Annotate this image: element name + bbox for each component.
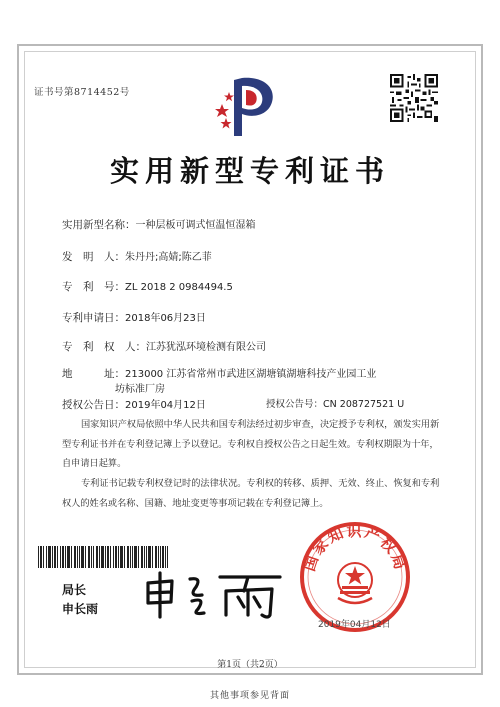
body-paragraph-1: 国家知识产权局依照中华人民共和国专利法经过初步审查，决定授予专利权，颁发实用新型专利证书并在专利登记簿上予以登记。专利权自授权公告之日起生效。专利权期限为十年，自申请日起算。: [62, 419, 440, 469]
filing-date-label: 专利申请日：: [62, 312, 125, 324]
address-value-line1: 213000 江苏省常州市武进区湖塘镇湖塘科技产业园工业: [125, 369, 377, 380]
footer-note: 其他事项参见背面: [209, 691, 290, 701]
filing-date-value: 2018年06月23日: [125, 313, 206, 324]
filing-date-row: [62, 309, 206, 325]
qr-code-icon: [390, 74, 438, 122]
seal-date: 2019年04月12日: [318, 620, 391, 630]
address-label: 地 址：: [62, 368, 125, 380]
director-name: 申长雨: [62, 602, 99, 616]
document-title: 实用新型专利证书: [109, 154, 390, 188]
svg-text:国家知识产权局: [300, 522, 410, 573]
inventor-value: 朱丹丹;高婧;陈乙菲: [125, 252, 212, 263]
grant-date-value: 2019年04月12日: [125, 400, 206, 411]
grant-date-row: [62, 396, 206, 412]
patentee-label: 专 利 权 人：: [62, 341, 146, 353]
utility-model-name-label: 实用新型名称：: [62, 219, 136, 231]
patent-number-label: 专 利 号：: [62, 281, 125, 293]
inventor-row: [62, 248, 212, 264]
director-signature: [140, 569, 290, 621]
patentee-value: 江苏犹泓环境检测有限公司: [146, 342, 266, 353]
address-value-line2: 坊标准厂房: [115, 384, 165, 395]
grant-number-label: 授权公告号：: [266, 399, 324, 410]
director-title: 局长: [62, 583, 87, 597]
inventor-label: 发 明 人：: [62, 251, 125, 263]
utility-model-name-value: 一种层板可调式恒温恒湿箱: [135, 220, 256, 231]
certificate-number: 证书号第8714452号: [34, 87, 130, 98]
patent-number-row: [62, 279, 233, 294]
barcode-icon: [38, 546, 168, 568]
grant-number-row: [266, 396, 404, 410]
utility-model-name-row: [62, 216, 256, 232]
page-indicator: 第1页（共2页）: [217, 660, 283, 670]
body-paragraph-2: 专利证书记载专利权登记时的法律状况。专利权的转移、质押、无效、终止、恢复和专利权人的姓名或名称、国籍、地址变更等事项记载在专利登记簿上。: [62, 478, 440, 509]
patentee-row: [62, 338, 266, 354]
seal-text: 国家知识产权局: [300, 522, 410, 574]
patent-number-value: ZL 2018 2 0984494.5: [125, 282, 233, 293]
grant-date-label: 授权公告日：: [62, 399, 125, 411]
grant-number-value: CN 208727521 U: [323, 399, 405, 410]
cnipa-logo-icon: [212, 70, 282, 140]
address-row: [62, 365, 376, 381]
